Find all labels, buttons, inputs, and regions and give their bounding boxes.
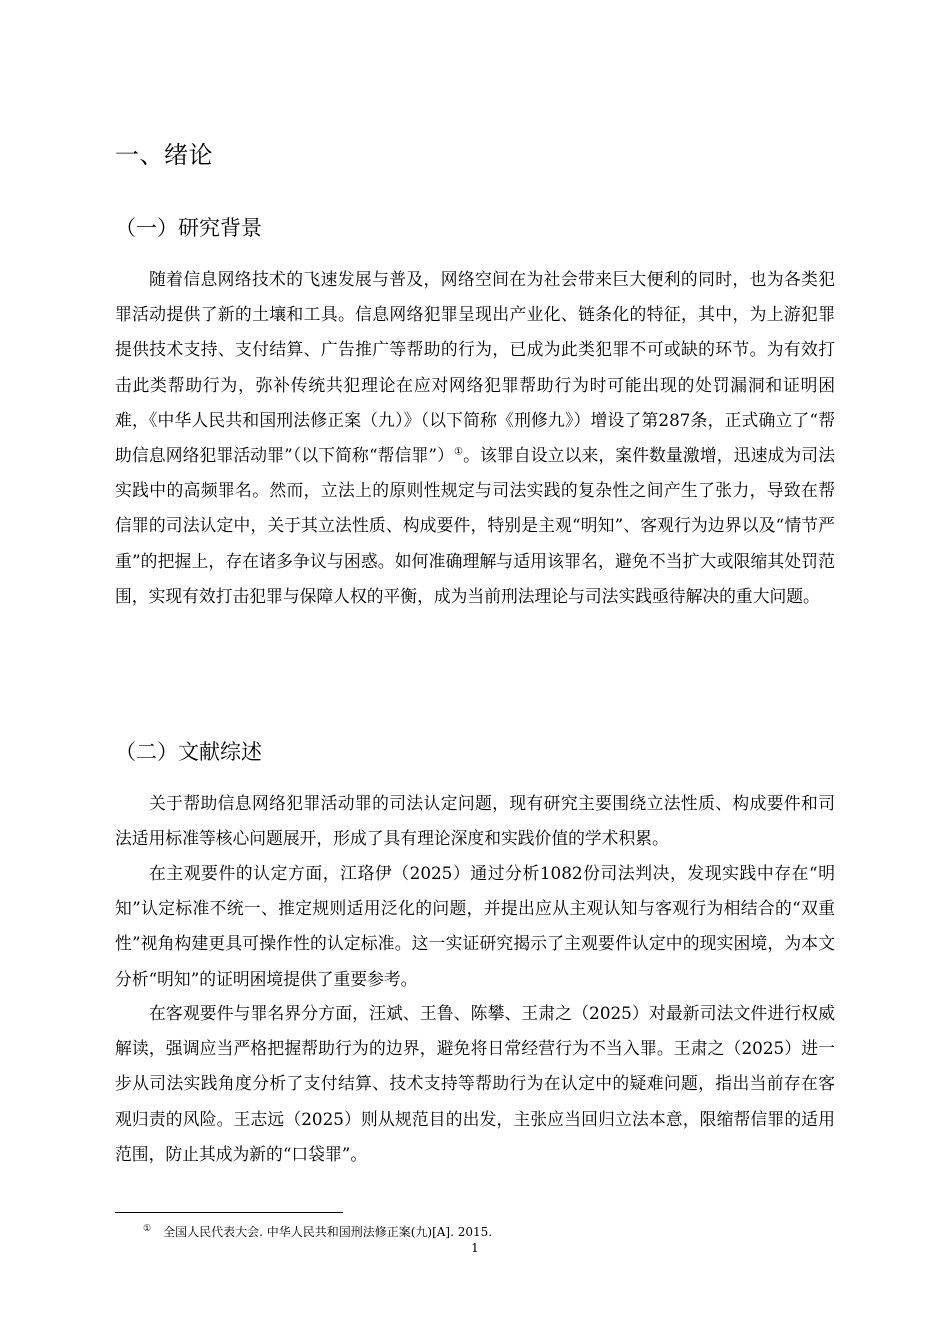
paragraph-background <box>115 262 835 614</box>
footnote-divider <box>115 1212 343 1213</box>
paragraph-review-subjective: 在主观要件的认定方面，江珞伊（2025）通过分析1082份司法判决，发现实践中存在“明知”认定标准不统一、推定规则适用泛化的问题，并提出应从主观认知与客观行为相结合的“双重性”视角构建更具可操作性的认定标准。这一实证研究揭示了主观要件认定中的现实困境，为本文分析“明知”的证明困境提供了重要参考。 <box>115 863 835 989</box>
paragraph-text: 随着信息网络技术的飞速发展与普及，网络空间在为社会带来巨大便利的同时，也为各类犯罪活动提供了新的土壤和工具。信息网络犯罪呈现出产业化、链条化的特征，其中，为上游犯罪提供技术支持、支付结算、广告推广等帮助的行为，已成为此类犯罪不可或缺的环节。为有效打击此类帮助行为，弥补传统共犯理论在应对网络犯罪帮助行为时可能出现的处罚漏洞和证明困难，《中华人民共和国刑法修正案（九）》（以下简称《刑修九》）增设了第287条，正式确立了“帮助信息网络犯罪活动罪”（以下简称“帮信罪”） <box>115 269 835 466</box>
footnote-reference[interactable]: ① <box>454 446 464 458</box>
paragraph-review-objective: 在客观要件与罪名界分方面，汪斌、王鲁、陈攀、王肃之（2025）对最新司法文件进行权威解读，强调应当严格把握帮助行为的边界，避免将日常经营行为不当入罪。王肃之（2025）进一步从司法实践角度分析了支付结算、技术支持等帮助行为在认定中的疑难问题，指出当前存在客观归责的风险。王志远（2025）则从规范目的出发，主张应当回归立法本意，限缩帮信罪的适用范围，防止其成为新的“口袋罪”。 <box>115 1003 835 1164</box>
chapter-heading: 一、绪论 <box>115 141 213 169</box>
section-heading-background: （一）研究背景 <box>115 216 262 240</box>
footnote-text: 全国人民代表大会. 中华人民共和国刑法修正案(九)[A]. 2015. <box>163 1225 493 1239</box>
paragraph-review-intro: 关于帮助信息网络犯罪活动罪的司法认定问题，现有研究主要围绕立法性质、构成要件和司法适用标准等核心问题展开，形成了具有理论深度和实践价值的学术积累。 <box>115 793 835 849</box>
footnote-mark: ① <box>143 1224 152 1234</box>
section-heading-literature-review: （二）文献综述 <box>115 740 262 764</box>
page-number: 1 <box>471 1241 479 1255</box>
paragraph-text: 。该罪自设立以来，案件数量激增，迅速成为司法实践中的高频罪名。然而，立法上的原则性规定与司法实践的复杂性之间产生了张力，导致在帮信罪的司法认定中，关于其立法性质、构成要件，特别是主观“明知”、客观行为边界以及“情节严重”的把握上，存在诸多争议与困惑。如何准确理解与适用该罪名，避免不当扩大或限缩其处罚范围，实现有效打击犯罪与保障人权的平衡，成为当前刑法理论与司法实践亟待解决的重大问题。 <box>115 445 835 606</box>
footnote <box>143 1224 492 1240</box>
